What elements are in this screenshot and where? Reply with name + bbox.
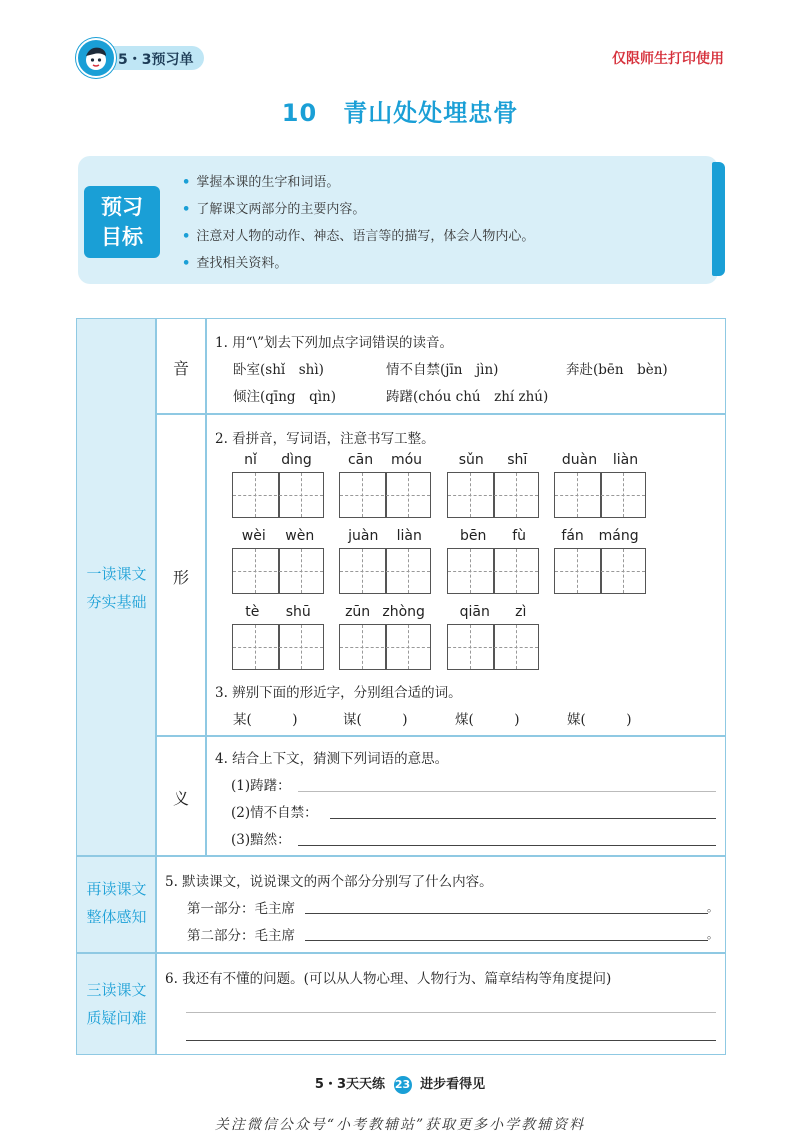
grid-guide-line (255, 473, 256, 517)
goal-item: • 了解课文两部分的主要内容。 (182, 198, 365, 217)
section-label-read3 (77, 976, 156, 1032)
section-label-line: 再读课文 (86, 880, 147, 898)
reading-choice[interactable]: 倾注(qīng qìn) (233, 389, 336, 405)
grid-guide-line (516, 473, 517, 517)
grid-guide-line (516, 625, 517, 669)
grid-guide-line (255, 625, 256, 669)
pinyin-syllable: shī (507, 452, 528, 468)
grid-guide-line (470, 549, 471, 593)
pinyin-syllable: zì (515, 604, 527, 620)
writing-box[interactable] (232, 624, 324, 670)
grid-guide-line (301, 473, 302, 517)
goals-tab (84, 186, 160, 258)
section-label-line: 质疑问难 (86, 1009, 147, 1027)
footer-series: 5・3天天练 (314, 1077, 385, 1092)
pinyin-syllable: shū (285, 604, 311, 620)
reading-choice[interactable]: 卧室(shǐ shì) (233, 362, 324, 378)
word-group-item[interactable]: 谋( ) (343, 712, 408, 728)
goal-item: • 查找相关资料。 (182, 252, 287, 271)
grid-guide-line (362, 549, 363, 593)
section-label-read2 (77, 875, 156, 931)
pinyin-label (554, 452, 646, 468)
grid-guide-line (448, 495, 538, 496)
pinyin-syllable: wèn (285, 528, 315, 544)
pinyin-syllable: fù (512, 528, 527, 544)
answer-line[interactable] (186, 1012, 716, 1013)
answer-line[interactable] (330, 818, 716, 819)
grid-guide-line (408, 473, 409, 517)
question-3-prompt: 3. 辨别下面的形近字，分别组合适的词。 (215, 685, 462, 701)
section-label-read1 (77, 560, 156, 616)
writing-box[interactable] (554, 472, 646, 518)
pinyin-label (339, 528, 431, 544)
pinyin-label (339, 604, 431, 620)
answer-line[interactable] (305, 913, 708, 914)
grid-guide-line (623, 473, 624, 517)
pinyin-label (447, 452, 539, 468)
pinyin-syllable: dìng (281, 452, 312, 468)
table-divider (155, 735, 726, 737)
writing-box[interactable] (339, 624, 431, 670)
writing-box[interactable] (232, 548, 324, 594)
part-two-label: 第二部分：毛主席 (187, 928, 295, 944)
part-one-label: 第一部分：毛主席 (187, 901, 295, 917)
pinyin-syllable: móu (390, 452, 423, 468)
grid-guide-line (301, 625, 302, 669)
pinyin-label (232, 528, 324, 544)
word-group-item[interactable]: 煤( ) (455, 712, 520, 728)
writing-box[interactable] (447, 548, 539, 594)
grid-guide-line (233, 571, 323, 572)
pinyin-syllable: liàn (612, 452, 639, 468)
series-badge-label: 5・3预习单 (118, 52, 194, 68)
pinyin-syllable: máng (598, 528, 639, 544)
grid-guide-line (362, 625, 363, 669)
grid-guide-line (340, 647, 430, 648)
pinyin-label (447, 528, 539, 544)
answer-line[interactable] (305, 940, 708, 941)
subsection-meaning: 义 (172, 789, 189, 808)
grid-guide-line (577, 549, 578, 593)
goals-tab-line1: 预习 (101, 195, 143, 219)
writing-box[interactable] (232, 472, 324, 518)
goals-panel (78, 156, 718, 284)
answer-line[interactable] (298, 791, 716, 792)
reading-choice[interactable]: 踌躇(chóu chú zhí zhú) (386, 389, 549, 405)
grid-guide-line (408, 625, 409, 669)
reading-choice[interactable]: 奔赴(bēn bèn) (566, 362, 668, 378)
meaning-item: (2)情不自禁： (231, 805, 318, 821)
pinyin-label (447, 604, 539, 620)
pinyin-syllable: duàn (561, 452, 598, 468)
answer-line[interactable] (298, 845, 716, 846)
grid-guide-line (233, 495, 323, 496)
grid-guide-line (448, 647, 538, 648)
pinyin-label (232, 604, 324, 620)
subsection-sound: 音 (172, 359, 189, 378)
meaning-item: (3)黯然： (231, 832, 291, 848)
table-divider (155, 413, 726, 415)
print-note: 仅限师生打印使用 (612, 51, 724, 67)
grid-guide-line (448, 571, 538, 572)
table-divider (76, 855, 726, 857)
goal-item: • 注意对人物的动作、神态、语言等的描写，体会人物内心。 (182, 225, 534, 244)
reading-choice[interactable]: 情不自禁(jīn jìn) (386, 362, 499, 378)
writing-box[interactable] (447, 472, 539, 518)
writing-box[interactable] (339, 472, 431, 518)
grid-guide-line (623, 549, 624, 593)
subsection-shape: 形 (172, 568, 189, 587)
writing-box[interactable] (447, 624, 539, 670)
pinyin-syllable: bēn (459, 528, 487, 544)
question-1-prompt: 1. 用“\”划去下列加点字词错误的读音。 (215, 335, 454, 351)
meaning-item: (1)踌躇： (231, 778, 291, 794)
answer-line[interactable] (186, 1040, 716, 1041)
word-group-item[interactable]: 媒( ) (567, 712, 632, 728)
pinyin-syllable: sǔn (458, 452, 484, 468)
lesson-number: 10 (281, 99, 318, 127)
section-label-line: 一读课文 (86, 565, 147, 583)
goals-tab-line2: 目标 (101, 225, 143, 249)
goals-panel-edge (712, 162, 725, 276)
word-group-item[interactable]: 某( ) (233, 712, 298, 728)
grid-guide-line (408, 549, 409, 593)
footer-slogan: 进步看得见 (420, 1077, 486, 1092)
grid-guide-line (301, 549, 302, 593)
page-number: 23 (394, 1076, 412, 1094)
question-4-prompt: 4. 结合上下文，猜测下列词语的意思。 (215, 751, 449, 767)
pinyin-syllable: zūn (345, 604, 371, 620)
writing-box[interactable] (339, 548, 431, 594)
pinyin-syllable: nǐ (244, 452, 257, 468)
page-footer (0, 1073, 800, 1094)
grid-guide-line (516, 549, 517, 593)
grid-guide-line (555, 495, 645, 496)
section-label-line: 整体感知 (86, 908, 147, 926)
pinyin-syllable: fán (561, 528, 584, 544)
question-5-prompt: 5. 默读课文，说说课文的两个部分分别写了什么内容。 (165, 874, 493, 890)
table-divider (76, 952, 726, 954)
grid-guide-line (255, 549, 256, 593)
pinyin-syllable: wèi (241, 528, 266, 544)
question-2-prompt: 2. 看拼音，写词语，注意书写工整。 (215, 431, 435, 447)
grid-guide-line (340, 571, 430, 572)
writing-box[interactable] (554, 548, 646, 594)
goal-item: • 掌握本课的生字和词语。 (182, 171, 339, 190)
grid-guide-line (362, 473, 363, 517)
pinyin-syllable: liàn (396, 528, 422, 544)
grid-guide-line (470, 473, 471, 517)
section-label-line: 三读课文 (86, 981, 147, 999)
lesson-name: 青山处处埋忠骨 (343, 99, 519, 127)
period-mark: 。 (707, 928, 718, 941)
table-divider (155, 318, 157, 1055)
pinyin-syllable: tè (245, 604, 260, 620)
pinyin-syllable: cān (347, 452, 374, 468)
grid-guide-line (577, 473, 578, 517)
question-6-prompt: 6. 我还有不懂的问题。(可以从人物心理、人物行为、篇章结构等角度提问) (165, 971, 612, 987)
pinyin-syllable: qiān (459, 604, 490, 620)
grid-guide-line (555, 571, 645, 572)
period-mark: 。 (707, 901, 718, 914)
pinyin-syllable: juàn (348, 528, 379, 544)
pinyin-label (554, 528, 646, 544)
lesson-title (0, 93, 800, 128)
pinyin-syllable: zhòng (382, 604, 425, 620)
section-label-line: 夯实基础 (86, 593, 147, 611)
pinyin-label (339, 452, 431, 468)
grid-guide-line (340, 495, 430, 496)
mascot-icon (76, 38, 116, 78)
wechat-notice: 关注微信公众号“小考教辅站”获取更多小学教辅资料 (214, 1117, 586, 1132)
grid-guide-line (470, 625, 471, 669)
grid-guide-line (233, 647, 323, 648)
pinyin-label (232, 452, 324, 468)
